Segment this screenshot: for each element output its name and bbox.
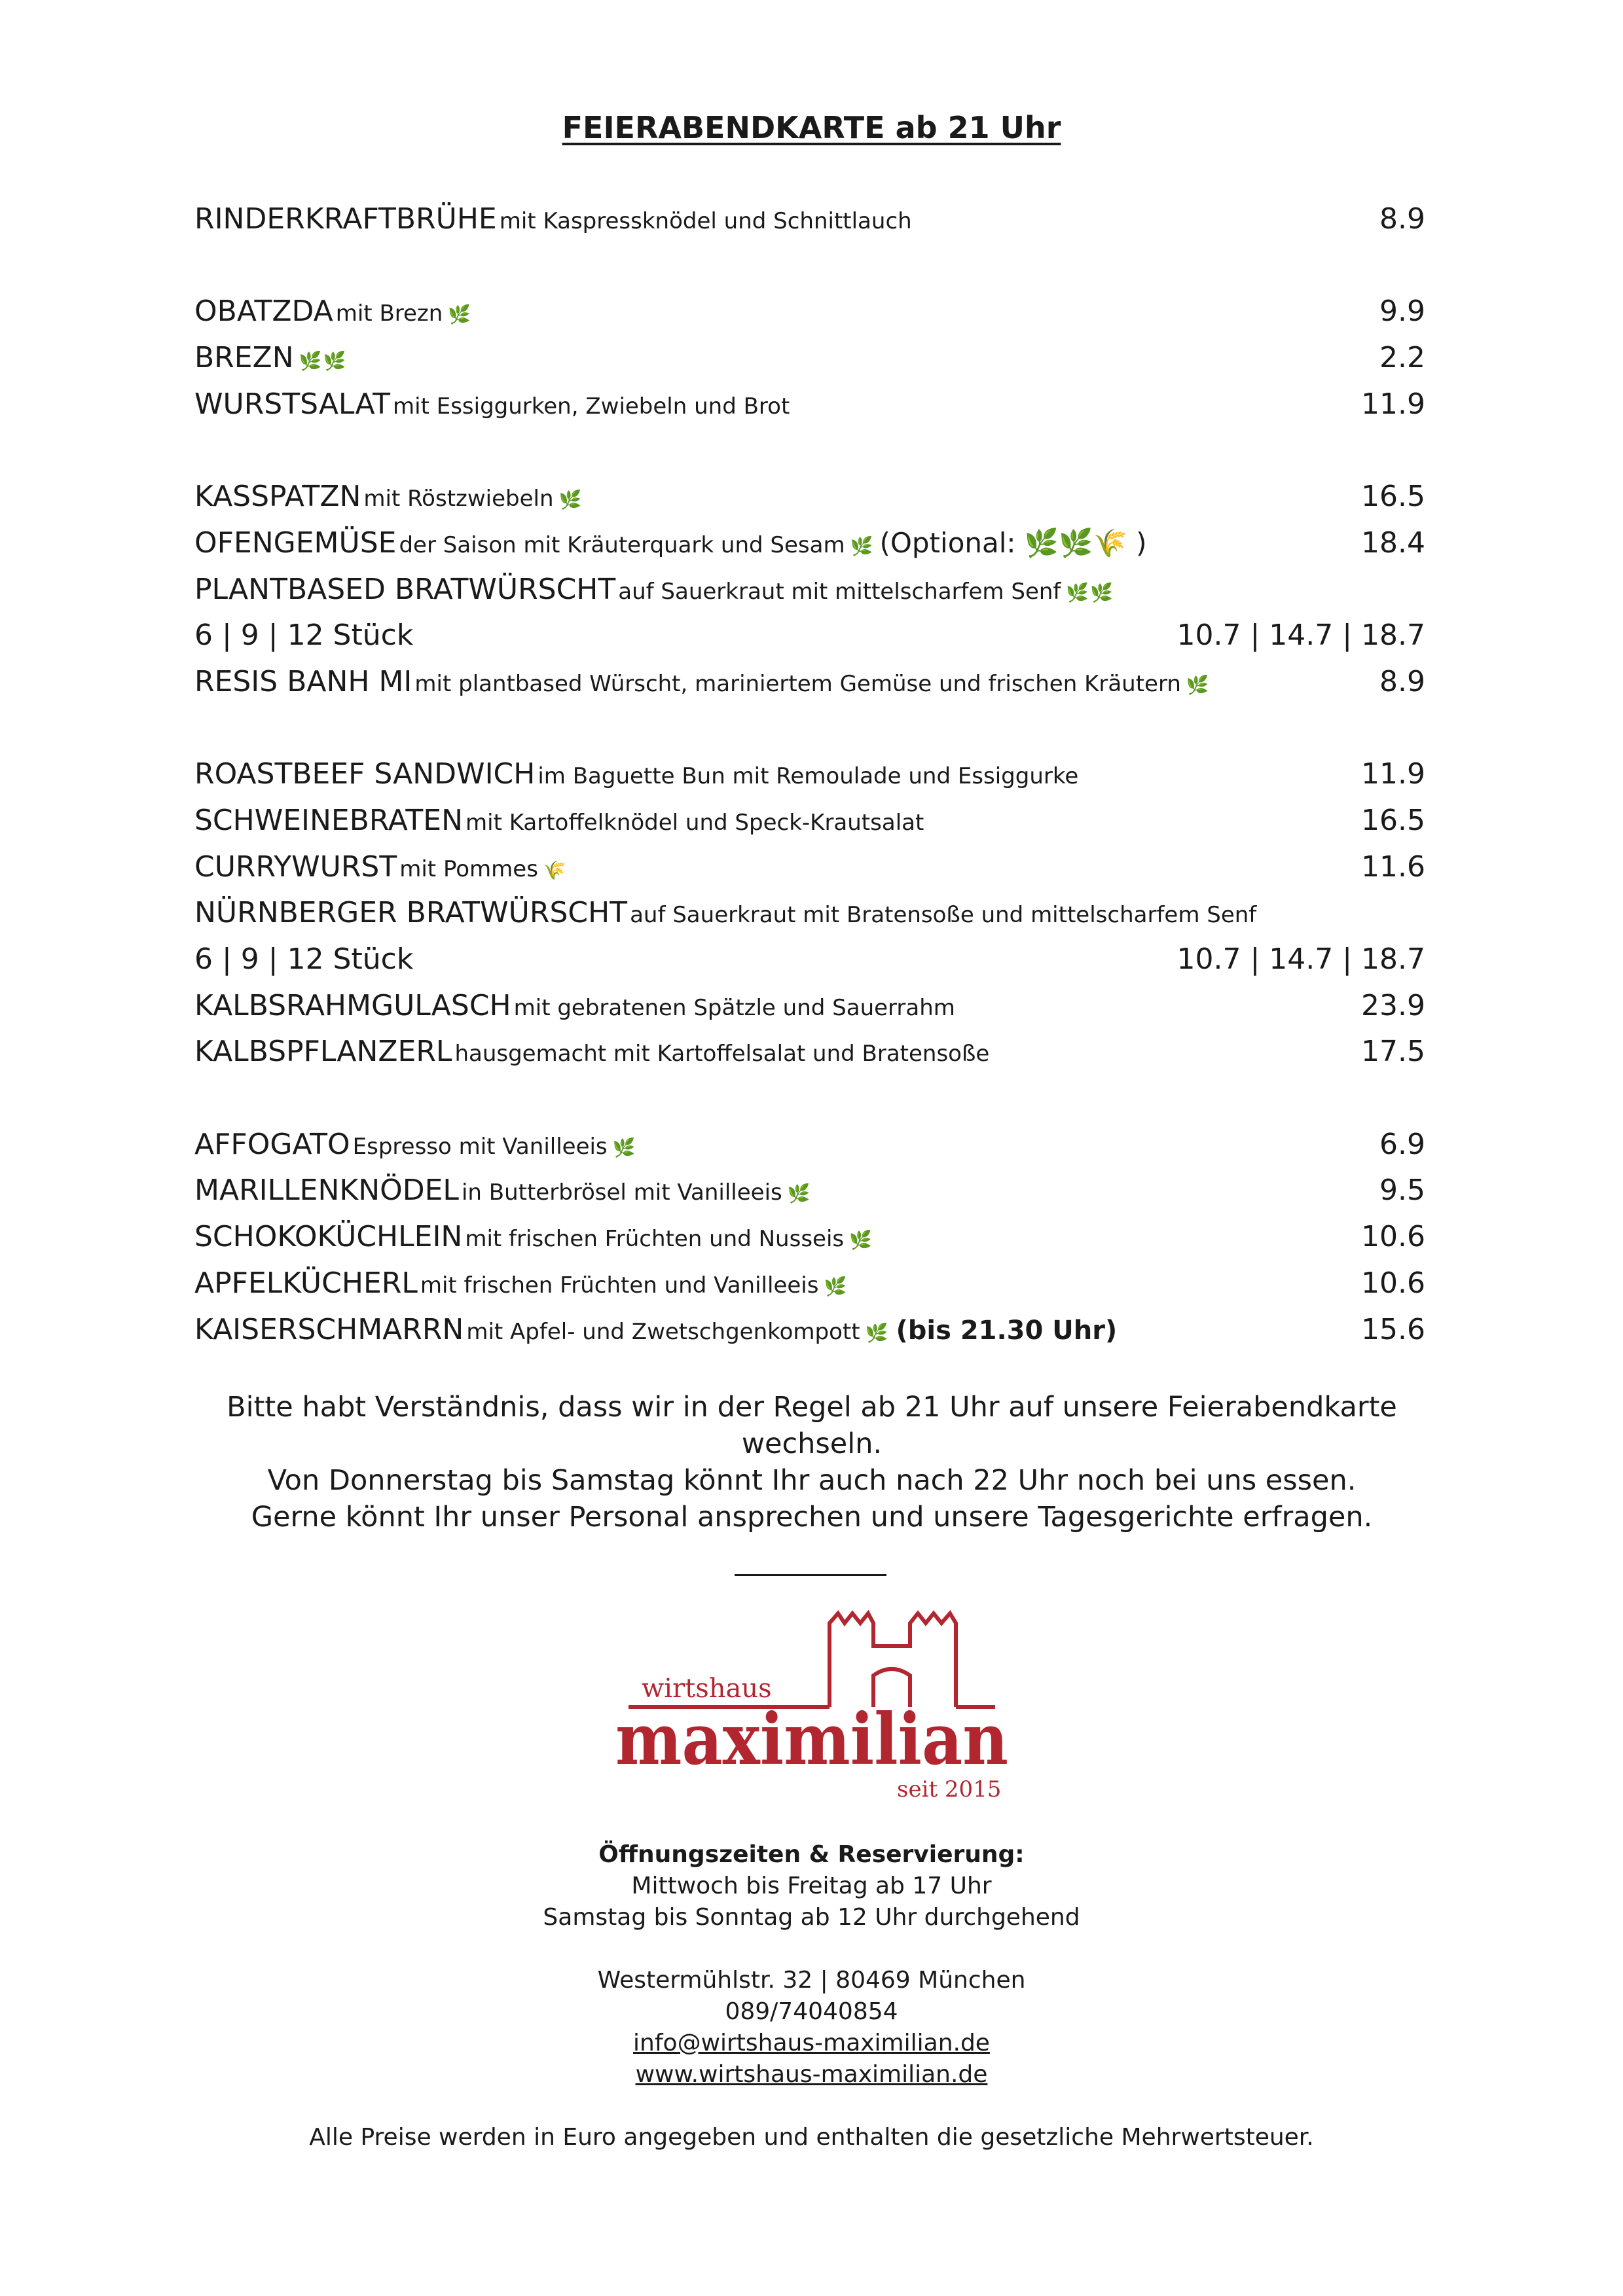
menu-item xyxy=(194,983,1425,1030)
website-link[interactable]: www.wirtshaus-maximilian.de xyxy=(635,2061,988,2088)
footer-note: Alle Preise werden in Euro angegeben und enthalten die gesetzliche Mehrwertsteuer. xyxy=(309,2124,1314,2151)
opening-hours: Mittwoch bis Freitag ab 17 Uhr xyxy=(631,1873,992,1899)
menu-item xyxy=(194,890,1425,937)
item-name: AFFOGATO xyxy=(194,1127,350,1161)
item-name: BREZN xyxy=(194,341,294,375)
item-name: PLANTBASED BRATWÜRSCHT xyxy=(194,572,616,606)
item-price: 9.5 xyxy=(1379,1174,1425,1208)
notice-line: Bitte habt Verständnis, dass wir in der Regel ab 21 Uhr auf unsere Feierabendkarte wechseln. xyxy=(227,1391,1397,1460)
vegan-icon: 🌿🌿 xyxy=(1066,581,1115,603)
item-desc: mit Pommes xyxy=(399,855,538,882)
item-desc: mit Brezn xyxy=(335,300,443,327)
menu-item xyxy=(194,751,1425,798)
item-price: 6.9 xyxy=(1379,1127,1425,1161)
item-desc: mit Kaspressknödel und Schnittlauch xyxy=(499,208,912,234)
item-size-prices: 10.7 | 14.7 | 18.7 xyxy=(1176,942,1425,976)
item-price: 11.9 xyxy=(1361,757,1425,791)
item-desc: mit Essiggurken, Zwiebeln und Brot xyxy=(393,393,790,420)
vegetarian-icon: 🌿 xyxy=(787,1183,812,1205)
item-name: MARILLENKNÖDEL xyxy=(194,1174,459,1208)
item-name: SCHWEINEBRATEN xyxy=(194,803,463,837)
item-desc: mit Kartoffelknödel und Speck-Krautsalat xyxy=(465,809,924,836)
vegetarian-icon: 🌿 xyxy=(558,489,583,511)
item-sizes: 6 | 9 | 12 Stück xyxy=(194,942,414,976)
menu-item-sizes xyxy=(194,613,1425,659)
item-price: 9.9 xyxy=(1379,295,1425,329)
vegetarian-icon: 🌿 xyxy=(612,1136,637,1158)
item-price: 8.9 xyxy=(1379,664,1425,698)
vegetarian-icon: 🌿 xyxy=(849,1229,873,1251)
menu-list xyxy=(194,196,1425,1353)
menu-title: FEIERABENDKARTE ab 21 Uhr xyxy=(562,110,1061,145)
menu-item xyxy=(194,1261,1425,1307)
menu-item xyxy=(194,659,1425,706)
item-desc: mit gebratenen Spätzle und Sauerrahm xyxy=(513,994,955,1021)
item-desc: Espresso mit Vanilleeis xyxy=(352,1133,608,1160)
item-name: CURRYWURST xyxy=(194,850,397,884)
item-price: 15.6 xyxy=(1361,1312,1425,1346)
item-size-prices: 10.7 | 14.7 | 18.7 xyxy=(1176,619,1425,653)
menu-item xyxy=(194,1214,1425,1261)
item-price: 8.9 xyxy=(1379,202,1425,236)
item-price: 17.5 xyxy=(1361,1035,1425,1069)
menu-item xyxy=(194,474,1425,520)
wirtshaus-maximilian-logo xyxy=(609,1610,1015,1806)
item-desc: mit frischen Früchten und Vanilleeis xyxy=(420,1272,819,1299)
item-name: KASSPATZN xyxy=(194,480,361,514)
menu-item xyxy=(194,567,1425,613)
item-name: SCHOKOKÜCHLEIN xyxy=(194,1220,463,1254)
vegetarian-icon: 🌿 xyxy=(1186,673,1211,696)
logo-main-word: maximilian xyxy=(615,1698,1008,1781)
item-name: OFENGEMÜSE xyxy=(194,526,397,560)
phone: 089/74040854 xyxy=(725,1998,898,2025)
menu-item xyxy=(194,1168,1425,1214)
item-name: KALBSRAHMGULASCH xyxy=(194,988,511,1022)
vegetarian-icon: 🌿 xyxy=(448,304,473,326)
item-desc: in Butterbrösel mit Vanilleeis xyxy=(461,1179,782,1206)
item-desc: hausgemacht mit Kartoffelsalat und Bratensoße xyxy=(454,1041,990,1067)
item-desc: der Saison mit Kräuterquark und Sesam xyxy=(399,531,845,558)
item-desc: mit frischen Früchten und Nusseis xyxy=(465,1226,845,1253)
item-name: APFELKÜCHERL xyxy=(194,1266,418,1300)
item-desc: auf Sauerkraut mit mittelscharfem Senf xyxy=(618,578,1061,605)
item-desc: mit Apfel- und Zwetschgenkompott xyxy=(466,1318,860,1345)
item-desc: auf Sauerkraut mit Bratensoße und mittelscharfem Senf xyxy=(630,902,1257,929)
notice-line: Von Donnerstag bis Samstag könnt Ihr auch nach 22 Uhr noch bei uns essen. xyxy=(267,1464,1357,1497)
item-sizes: 6 | 9 | 12 Stück xyxy=(194,619,414,653)
item-price: 23.9 xyxy=(1361,988,1425,1022)
item-name: RESIS BANH MI xyxy=(194,664,412,698)
vegetarian-icon: 🌿 xyxy=(850,535,875,557)
item-name: KALBSPFLANZERL xyxy=(194,1035,452,1069)
menu-item xyxy=(194,844,1425,891)
item-name: RINDERKRAFTBRÜHE xyxy=(194,202,497,236)
item-price: 18.4 xyxy=(1361,526,1425,560)
item-price: 10.6 xyxy=(1361,1266,1425,1300)
menu-item xyxy=(194,1307,1425,1354)
notice-line: Gerne könnt Ihr unser Personal ansprechen und unsere Tagesgerichte erfragen. xyxy=(251,1501,1373,1534)
optional-note: (Optional: 🌿🌿🌾 ) xyxy=(879,526,1147,559)
vegan-icon: 🌿🌿 xyxy=(299,350,348,372)
notice-text xyxy=(196,1389,1427,1535)
divider xyxy=(735,1574,886,1576)
info-header: Öffnungszeiten & Reservierung: xyxy=(598,1841,1025,1868)
vegetarian-icon: 🌿 xyxy=(824,1275,848,1297)
item-price: 16.5 xyxy=(1361,480,1425,514)
item-desc: im Baguette Bun mit Remoulade und Essiggurke xyxy=(538,763,1079,790)
item-desc: mit Röstzwiebeln xyxy=(363,486,554,512)
time-note: (bis 21.30 Uhr) xyxy=(896,1315,1118,1346)
logo-top-word: wirtshaus xyxy=(642,1674,772,1704)
email-link[interactable]: info@wirtshaus-maximilian.de xyxy=(633,2030,990,2056)
opening-hours: Samstag bis Sonntag ab 12 Uhr durchgehend xyxy=(543,1904,1080,1931)
item-price: 16.5 xyxy=(1361,803,1425,837)
menu-item xyxy=(194,382,1425,428)
item-price: 11.9 xyxy=(1361,387,1425,421)
contact-info xyxy=(0,1839,1623,2090)
menu-item xyxy=(194,520,1425,567)
menu-item-sizes xyxy=(194,937,1425,983)
item-price: 10.6 xyxy=(1361,1220,1425,1254)
vegetarian-icon: 🌿 xyxy=(865,1321,890,1344)
item-price: 2.2 xyxy=(1379,341,1425,375)
item-name: NÜRNBERGER BRATWÜRSCHT xyxy=(194,896,628,930)
address: Westermühlstr. 32 | 80469 München xyxy=(597,1967,1026,1994)
gluten-icon: 🌾 xyxy=(543,859,568,881)
menu-item xyxy=(194,1029,1425,1075)
item-name: WURSTSALAT xyxy=(194,387,391,421)
menu-item xyxy=(194,196,1425,243)
item-name: OBATZDA xyxy=(194,295,333,329)
logo-since: seit 2015 xyxy=(897,1776,1002,1803)
item-name: ROASTBEEF SANDWICH xyxy=(194,757,536,791)
menu-item xyxy=(194,289,1425,335)
item-name: KAISERSCHMARRN xyxy=(194,1312,464,1346)
item-desc: mit plantbased Würscht, mariniertem Gemüse und frischen Kräutern xyxy=(414,670,1181,697)
item-price: 11.6 xyxy=(1361,850,1425,884)
menu-item xyxy=(194,1122,1425,1168)
menu-item xyxy=(194,798,1425,844)
menu-item xyxy=(194,335,1425,382)
